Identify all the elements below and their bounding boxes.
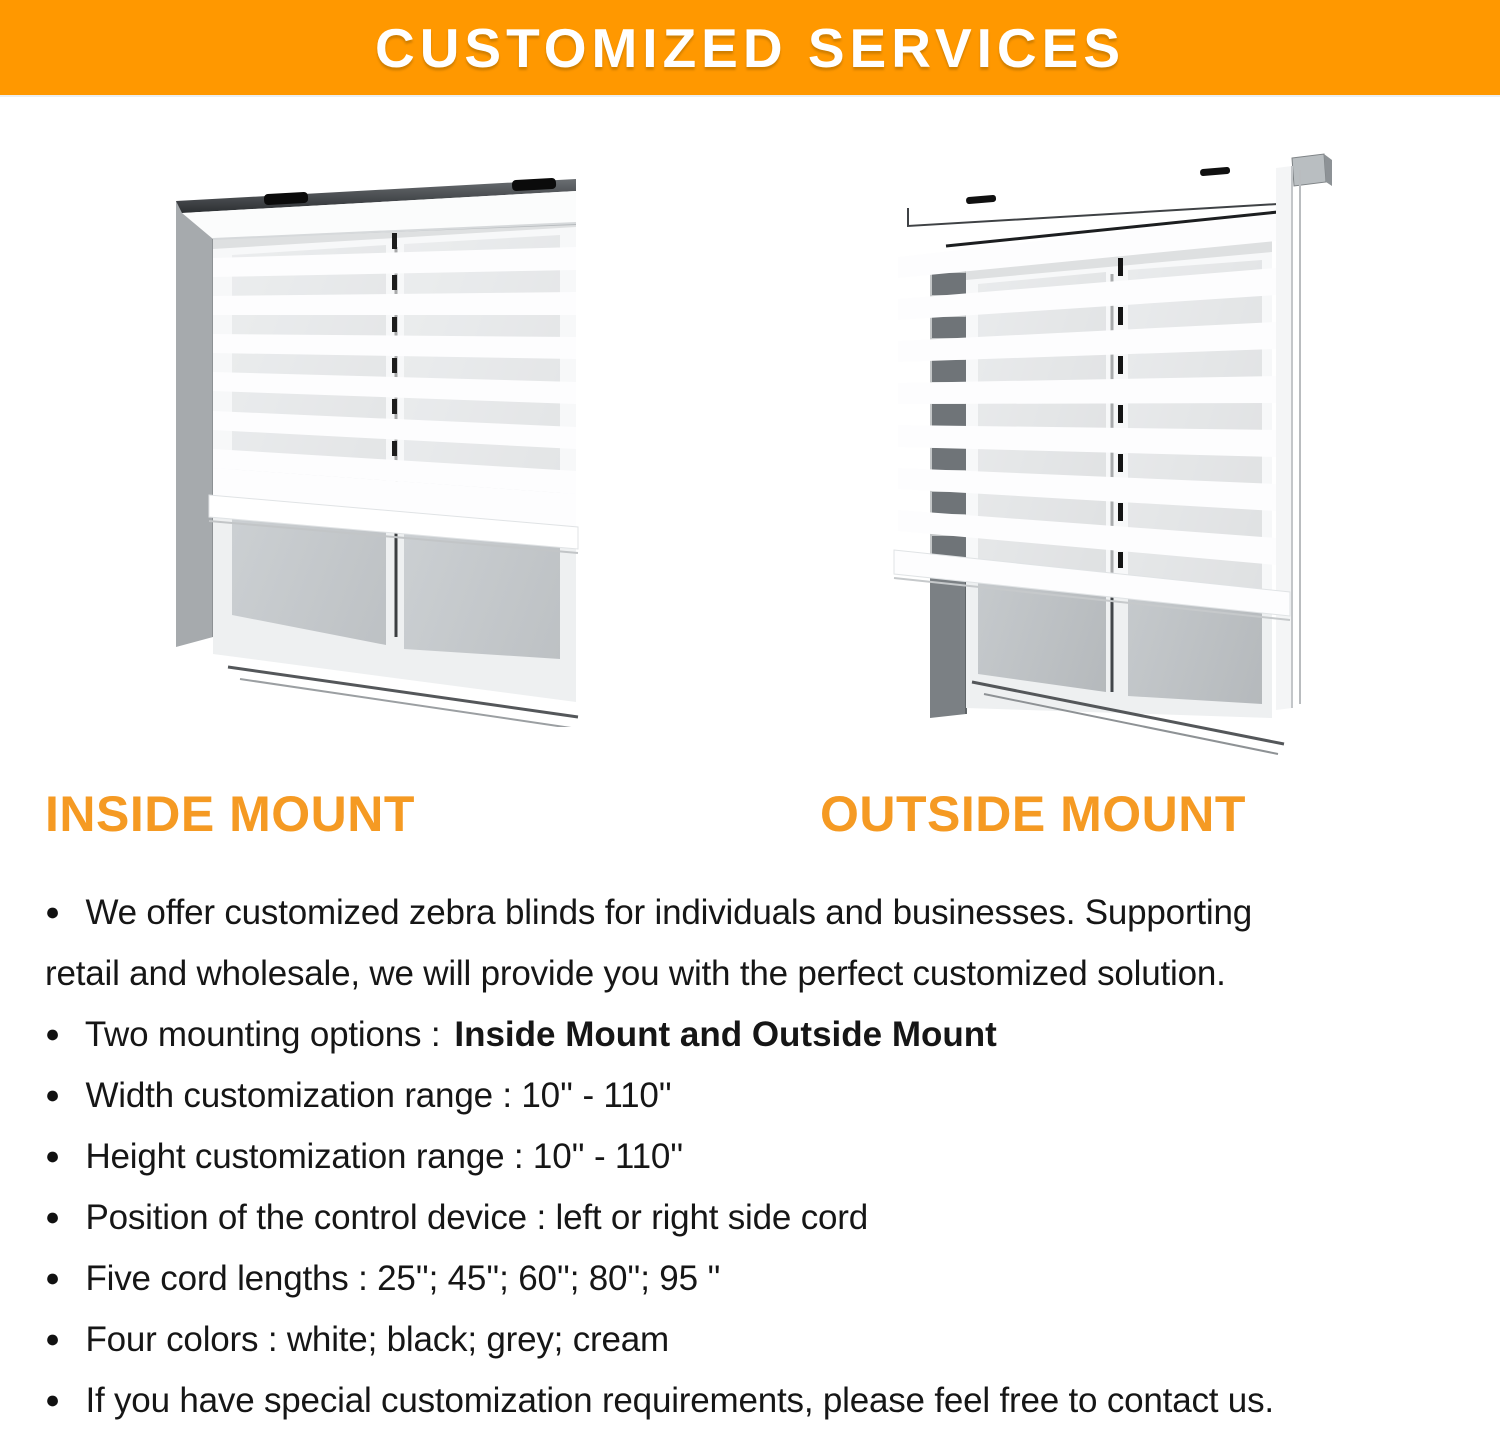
feature-item-control [45,1187,1458,1248]
feature-width-text: Width customization range : 10'' - 110'' [85,1076,672,1115]
figures-section [0,97,1500,882]
feature-mounting-options: Inside Mount and Outside Mount [454,1015,997,1054]
feature-cord-text: Five cord lengths : 25''; 45''; 60''; 80''; 95 '' [85,1259,721,1298]
outside-mount-figure [880,152,1340,782]
feature-item-cord [45,1248,1458,1309]
features-list [0,882,1500,1431]
feature-intro-line2: retail and wholesale, we will provide you with the perfect customized solution. [45,954,1226,993]
feature-item-intro [45,882,1458,1004]
feature-item-width [45,1065,1458,1126]
feature-item-height [45,1126,1458,1187]
inside-mount-label: INSIDE MOUNT [45,786,415,842]
feature-colors-text: Four colors : white; black; grey; cream [85,1320,669,1359]
feature-mounting-prefix: Two mounting options : [84,1015,441,1054]
feature-control-text: Position of the control device : left or right side cord [85,1198,868,1237]
feature-item-colors [45,1309,1458,1370]
outside-mount-label: OUTSIDE MOUNT [820,786,1246,842]
feature-intro-line1: We offer customized zebra blinds for individuals and businesses. Supporting [85,893,1253,932]
header-banner [0,0,1500,97]
inside-mount-figure [168,167,588,727]
page-title: CUSTOMIZED SERVICES [374,16,1126,79]
feature-item-mounting [45,1004,1458,1065]
feature-height-text: Height customization range : 10'' - 110'' [85,1137,684,1176]
feature-item-contact [45,1370,1458,1431]
feature-contact-text: If you have special customization requirements, please feel free to contact us. [85,1381,1274,1420]
